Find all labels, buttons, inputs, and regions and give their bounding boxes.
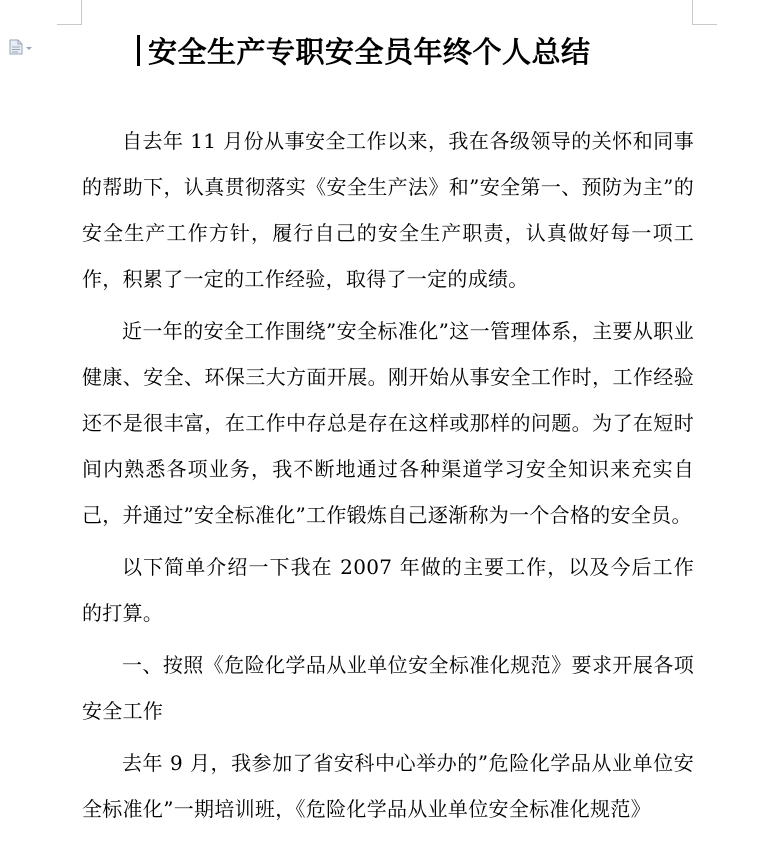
chevron-down-icon bbox=[26, 47, 32, 50]
crop-mark-top-right-vertical bbox=[692, 0, 693, 25]
crop-mark-top-left-horizontal bbox=[57, 24, 82, 25]
crop-mark-top-right-horizontal bbox=[692, 24, 717, 25]
document-title-row bbox=[137, 26, 657, 74]
document-body bbox=[82, 118, 694, 838]
paragraph-5: 去年 9 月，我参加了省安科中心举办的”危险化学品从业单位安全标准化”一期培训班，《危险化学品从业单位安全标准化规范》 bbox=[82, 751, 694, 821]
paragraph-2: 近一年的安全工作围绕”安全标准化”这一管理体系，主要从职业健康、安全、环保三大方面开展。刚开始从事安全工作时，工作经验还不是很丰富，在工作中存总是存在这样或那样的问题。为了在短时间内熟悉各项业务，我不断地通过各种渠道学习安全知识来充实自己，并通过”安全标准化”工作锻炼自己逐渐称为一个合格的安全员。 bbox=[82, 319, 694, 527]
page-title: 安全生产专职安全员年终个人总结 bbox=[148, 34, 591, 69]
document-icon bbox=[9, 39, 23, 55]
paragraph-3: 以下简单介绍一下我在 2007 年做的主要工作，以及今后工作的打算。 bbox=[82, 555, 694, 625]
paragraph-1: 自去年 11 月份从事安全工作以来，我在各级领导的关怀和同事的帮助下，认真贯彻落实《安全生产法》和”安全第一、预防为主”的安全生产工作方针，履行自己的安全生产职责，认真做好每一项工作，积累了一定的工作经验，取得了一定的成绩。 bbox=[82, 129, 694, 291]
text-cursor bbox=[137, 35, 140, 66]
crop-mark-top-left-vertical bbox=[81, 0, 82, 25]
paragraph-4: 一、按照《危险化学品从业单位安全标准化规范》要求开展各项安全工作 bbox=[82, 653, 694, 723]
document-menu-button[interactable] bbox=[9, 39, 37, 55]
